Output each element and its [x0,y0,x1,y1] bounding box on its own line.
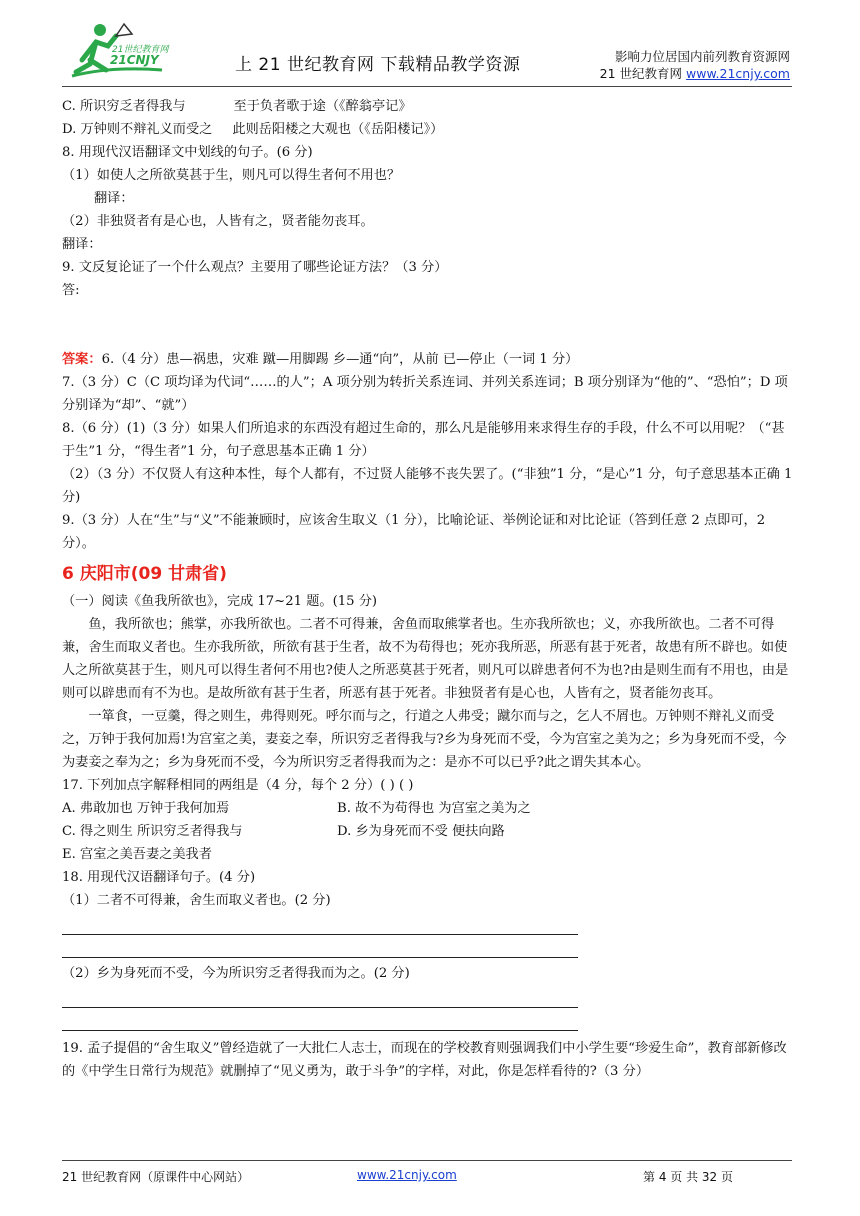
header-title: 上 21 世纪教育网 下载精品教学资源 [235,55,521,75]
question-17: 17. 下列加点字解释相同的两组是（4 分，每个 2 分）( ) ( ) [62,778,414,793]
question-8-1: （1）如使人之所欲莫甚于生，则凡可以得生者何不用也？ [62,168,401,183]
question-8-2-translation: 翻译： [62,237,102,252]
option-c-b: 至于负者歌于途（《醉翁亭记》 [233,99,412,114]
option-d-a: D. 万钟则不辩礼义而受之 [62,122,213,137]
footer-divider [62,1160,792,1161]
header-right [600,48,790,82]
footer-site-name: 21 世纪教育网（原课件中心网站） [62,1170,250,1184]
question-8-1-translation: 翻译： [94,191,134,206]
option-17-b: B. 故不为苟得也 为宫室之美为之 [337,801,531,816]
reading-intro: （一）阅读《鱼我所欲也》，完成 17~21 题。(15 分) [62,594,378,609]
answer-line [62,1008,578,1031]
passage-paragraph-1: 鱼，我所欲也；熊掌，亦我所欲也。二者不可得兼，舍鱼而取熊掌者也。生亦我所欲也；义，亦我所欲也。二者不可得兼，舍生而取义者也。生亦我所欲，所欲有甚于生者，故不为苟得也；死亦我所恶，所恶有甚于死者，故患有所不辟也。如使人之所欲莫甚于生，则凡可以得生者何不用也?使人之所恶莫甚于死者，则凡可以辟患者何不为也?由是则生而有不用也，由是则可以辟患而有不为也。是故所欲有甚于生者，所恶有甚于死者。非独贤者有是心也，人皆有之，贤者能勿丧耳。 [62,617,789,701]
document-body [62,95,797,1083]
question-19: 19. 孟子提倡的“舍生取义”曾经造就了一大批仁人志士，而现在的学校教育则强调我们中小学生要“珍爱生命”，教育部新修改的《中学生日常行为规范》就删掉了“见义勇为，敢于斗争”的字样，对此，你是怎样看待的?（3 分） [62,1041,787,1079]
page-number: 第 4 页 共 32 页 [643,1170,733,1184]
question-17-ab [62,797,797,820]
logo-text-bottom: 21CNJY [110,53,159,67]
page-header [0,0,860,92]
answer-space [62,302,797,348]
option-c-a: C. 所识穷乏者得我与 [62,99,186,114]
question-18-2: （2）乡为身死而不受，今为所识穷乏者得我而为之。(2 分) [62,966,410,981]
question-9: 9. 文反复论证了一个什么观点？主要用了哪些论证方法？（3 分） [62,260,448,275]
answer-6 [62,348,797,371]
option-17-d: D. 乡为身死而不受 便扶向路 [337,824,505,839]
option-17-a: A. 弗敢加也 万钟于我何加焉 [62,801,230,816]
option-c [62,95,797,118]
header-slogan: 影响力位居国内前列教育资源网 [614,49,790,64]
footer-link[interactable]: www.21cnjy.com [357,1168,457,1182]
answer-label: 答案： [62,352,102,367]
header-site-line [600,65,790,82]
option-17-c: C. 得之则生 所识穷乏者得我与 [62,824,243,839]
header-site-link[interactable]: www.21cnjy.com [686,66,790,81]
passage-paragraph-2: 一箪食，一豆羹，得之则生，弗得则死。呼尔而与之，行道之人弗受；蹴尔而与之，乞人不屑也。万钟则不辩礼义而受之，万钟于我何加焉!为宫室之美，妻妾之奉，所识穷乏者得我与?乡为身死而不受，今为宫室之美为之；乡为身死而不受，今为妻妾之奉为之；乡为身死而不受，今为所识穷乏者得我而为之：是亦不可以已乎?此之谓失其本心。 [62,709,787,770]
question-17-cd [62,820,797,843]
answer-7: 7.（3 分）C（C 项均译为代词“……的人”；A 项分别为转折关系连词、并列关系连词；B 项分别译为“他的”、“恐怕”；D 项分别译为“却”、“就”） [62,375,788,413]
answer-8-2: （2）（3 分）不仅贤人有这种本性，每个人都有，不过贤人能够不丧失罢了。(“非独”1 分，“是心”1 分，句子意思基本正确 1 分) [62,467,793,505]
section-title: 6 庆阳市(09 甘肃省) [62,564,227,584]
question-8: 8. 用现代汉语翻译文中划线的句子。(6 分) [62,145,313,160]
answer-6-text: 6.（4 分）患—祸患，灾难 蹴—用脚踢 乡—通“向”，从前 已—停止（一词 1 分） [101,352,579,367]
header-site-prefix: 21 世纪教育网 [599,66,687,81]
header-divider [62,86,792,87]
answer-8-1: 8.（6 分）(1)（3 分）如果人们所追求的东西没有超过生命的，那么凡是能够用来求得生存的手段，什么不可以用呢？（“甚于生”1 分，“得生者”1 分，句子意思基本正确 1 分） [62,421,785,459]
option-d [62,118,797,141]
answer-line [62,935,578,958]
site-logo [62,20,182,78]
answer-line [62,912,578,935]
logo-text-top: 21世纪教育网 [112,45,169,55]
answer-line [62,985,578,1008]
option-17-e: E. 宫室之美吾妻之美我者 [62,847,212,862]
question-9-answer: 答: [62,283,80,298]
answer-9: 9.（3 分）人在“生”与“义”不能兼顾时，应该舍生取义（1 分），比喻论证、举例论证和对比论证（答到任意 2 点即可，2 分）。 [62,513,766,551]
question-18: 18. 用现代汉语翻译句子。(4 分) [62,870,256,885]
option-d-b: 此则岳阳楼之大观也（《岳阳楼记》） [232,122,444,137]
question-8-2: （2）非独贤者有是心也，人皆有之，贤者能勿丧耳。 [62,214,374,229]
question-18-1: （1）二者不可得兼，舍生而取义者也。(2 分) [62,893,331,908]
